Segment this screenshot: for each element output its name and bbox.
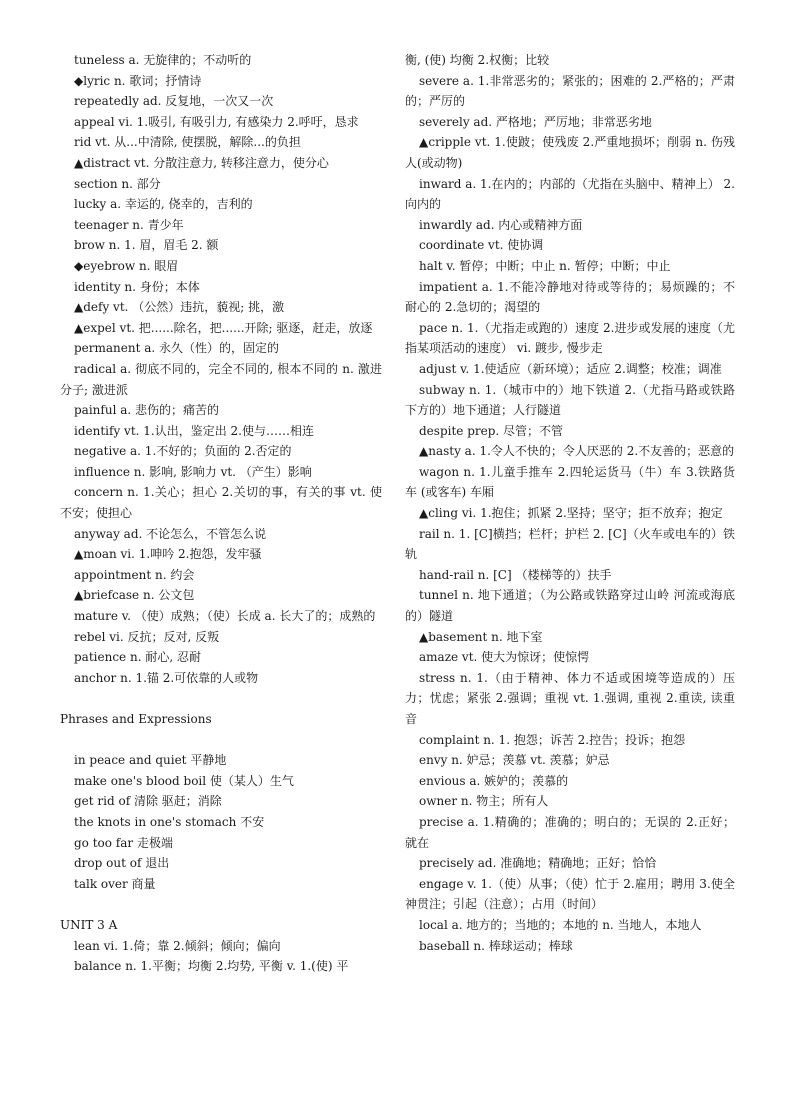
unit-vocab-list [60, 936, 382, 977]
spacer [60, 688, 382, 709]
vocab-entry: hand-rail n. [C] （楼梯等的）扶手 [419, 567, 612, 582]
vocab-list [405, 71, 735, 957]
vocab-entry: ◆lyric n. 歌词；抒情诗 [74, 73, 202, 88]
vocab-entry: lucky a. 幸运的, 侥幸的，吉利的 [74, 197, 253, 212]
phrase-entry: the knots in one's stomach 不安 [74, 814, 265, 829]
vocab-entry: envy n. 妒忌；羡慕 vt. 羡慕；妒忌 [419, 753, 610, 768]
spacer [60, 894, 382, 915]
vocab-entry: inward a. 1.在内的；内部的（尤指在头脑中、精神上） 2.向内的 [405, 176, 735, 212]
vocab-entry: engage v. 1.（使）从事；（使）忙于 2.雇用；聘用 3.使全神贯注；引起（注意）；占用（时间） [405, 876, 735, 912]
phrase-entry: get rid of 清除 驱赶；消除 [74, 794, 222, 809]
vocab-entry: patience n. 耐心, 忍耐 [74, 650, 201, 665]
vocab-entry: appointment n. 约会 [74, 567, 195, 582]
vocab-entry: envious a. 嫉妒的；羡慕的 [419, 773, 569, 788]
vocab-entry: painful a. 悲伤的；痛苦的 [74, 403, 220, 418]
vocab-entry: owner n. 物主；所有人 [419, 794, 549, 809]
vocab-entry: ▲moan vi. 1.呻吟 2.抱怨，发牢骚 [74, 547, 262, 562]
phrase-entry: make one's blood boil 使（某人）生气 [74, 773, 294, 788]
vocab-entry: severe a. 1.非常恶劣的；紧张的；困难的 2.严格的；严肃的；严厉的 [405, 73, 735, 109]
vocab-entry: impatient a. 1.不能冷静地对待或等待的；易烦躁的；不耐心的 2.急切的；渴望的 [405, 279, 735, 315]
vocab-entry: despite prep. 尽管；不管 [419, 423, 564, 438]
vocab-entry: stress n. 1.（由于精神、体力不适或困境等造成的）压力；忧虑；紧张 2.强调；重视 vt. 1.强调, 重视 2.重读, 读重音 [405, 670, 735, 726]
vocab-entry: permanent a. 永久（性）的，固定的 [74, 341, 280, 356]
vocab-entry: ▲expel vt. 把......除名，把......开除; 驱逐，赶走，放逐 [74, 320, 373, 335]
vocab-entry: precisely ad. 准确地；精确地；正好；恰恰 [419, 856, 657, 871]
vocab-entry: ▲cripple vt. 1.使跛；使残废 2.严重地损坏；削弱 n. 伤残人(或动物) [405, 135, 735, 170]
vocab-entry: subway n. 1.（城市中的）地下铁道 2.（尤指马路或铁路下方的）地下通道；人行隧道 [405, 382, 735, 418]
vocab-entry: influence n. 影响, 影响力 vt. （产生）影响 [74, 464, 312, 479]
vocab-entry: ▲briefcase n. 公文包 [74, 588, 195, 603]
vocab-entry: ▲defy vt. （公然）违抗，藐视; 挑，激 [74, 300, 285, 315]
vocab-entry: lean vi. 1.倚；靠 2.倾斜；倾向；偏向 [74, 938, 281, 953]
vocab-entry: identify vt. 1.认出，鉴定出 2.使与……相连 [74, 423, 314, 438]
left-column [60, 50, 382, 977]
vocab-entry: rid vt. 从...中清除, 使摆脱，解除...的负担 [74, 135, 301, 150]
vocab-entry: amaze vt. 使大为惊讶；使惊愕 [419, 650, 590, 665]
vocab-entry: complaint n. 1. 抱怨；诉苦 2.控告；投诉；抱怨 [419, 732, 686, 747]
vocab-entry: halt v. 暂停；中断；中止 n. 暂停；中断；中止 [419, 258, 671, 273]
vocab-entry: severely ad. 严格地；严厉地；非常恶劣地 [419, 114, 652, 129]
vocab-entry: baseball n. 棒球运动；棒球 [419, 938, 573, 953]
vocab-entry: ▲nasty a. 1.令人不快的；令人厌恶的 2.不友善的；恶意的 [419, 444, 735, 459]
vocab-list [60, 50, 382, 688]
unit-heading: UNIT 3 A [60, 917, 118, 932]
vocab-entry: inwardly ad. 内心或精神方面 [419, 217, 583, 232]
vocab-entry: precise a. 1.精确的；准确的；明白的；无误的 2.正好；就在 [405, 814, 735, 850]
vocab-entry: negative a. 1.不好的；负面的 2.否定的 [74, 444, 292, 459]
vocab-entry: coordinate vt. 使协调 [419, 238, 544, 253]
vocab-entry: concern n. 1.关心；担心 2.关切的事，有关的事 vt. 使不安；使担心 [60, 485, 382, 521]
vocab-entry: tuneless a. 无旋律的；不动听的 [74, 53, 252, 67]
vocab-entry: balance n. 1.平衡；均衡 2.均势, 平衡 v. 1.(使) 平 [74, 959, 349, 974]
vocab-entry: radical a. 彻底不同的，完全不同的, 根本不同的 n. 激进分子; 激进派 [60, 361, 382, 397]
vocab-entry: ▲basement n. 地下室 [419, 629, 543, 644]
vocab-entry: wagon n. 1.儿童手推车 2.四轮运货马（牛）车 3.铁路货车 (或客车) 车厢 [405, 464, 735, 500]
vocab-entry: ▲cling vi. 1.抱住；抓紧 2.坚持；坚守；拒不放弃；抱定 [419, 506, 723, 521]
vocab-entry: repeatedly ad. 反复地，一次又一次 [74, 94, 274, 109]
vocab-entry: identity n. 身份；本体 [74, 279, 200, 294]
vocab-entry: rail n. 1. [C]横挡；栏杆；护栏 2. [C]（火车或电车的）铁轨 [405, 526, 735, 562]
vocab-entry: pace n. 1.（尤指走或跑的）速度 2.进步或发展的速度（尤指某项活动的速度） vi. 踱步, 慢步走 [405, 320, 735, 356]
vocab-entry: tunnel n. 地下通道；（为公路或铁路穿过山岭 河流或海底的）隧道 [405, 588, 735, 624]
phrase-entry: in peace and quiet 平静地 [74, 753, 227, 768]
vocab-entry: adjust v. 1.使适应（新环境）；适应 2.调整；校准；调准 [419, 361, 722, 376]
vocab-entry: ◆eyebrow n. 眼眉 [74, 258, 179, 273]
spacer [60, 730, 382, 751]
phrase-entry: go too far 走极端 [74, 835, 173, 850]
vocab-entry: ▲distract vt. 分散注意力, 转移注意力，使分心 [74, 155, 329, 170]
vocab-entry: anchor n. 1.锚 2.可依靠的人或物 [74, 670, 259, 685]
vocab-entry: brow n. 1. 眉，眉毛 2. 额 [74, 238, 219, 253]
vocab-entry: appeal vi. 1.吸引, 有吸引力, 有感染力 2.呼吁，恳求 [74, 114, 359, 129]
right-column [405, 50, 735, 956]
phrase-list [60, 750, 382, 894]
continuation-line: 衡, (使) 均衡 2.权衡；比较 [405, 53, 550, 67]
vocab-entry: mature v. （使）成熟；（使）长成 a. 长大了的；成熟的 [74, 609, 376, 624]
vocab-entry: teenager n. 青少年 [74, 217, 184, 232]
vocab-entry: local a. 地方的；当地的；本地的 n. 当地人，本地人 [419, 917, 702, 932]
phrase-entry: talk over 商量 [74, 876, 156, 891]
vocab-entry: section n. 部分 [74, 176, 161, 191]
phrases-heading: Phrases and Expressions [60, 712, 212, 726]
vocab-entry: anyway ad. 不论怎么，不管怎么说 [74, 526, 267, 541]
vocab-entry: rebel vi. 反抗；反对, 反叛 [74, 629, 220, 644]
phrase-entry: drop out of 退出 [74, 856, 170, 871]
